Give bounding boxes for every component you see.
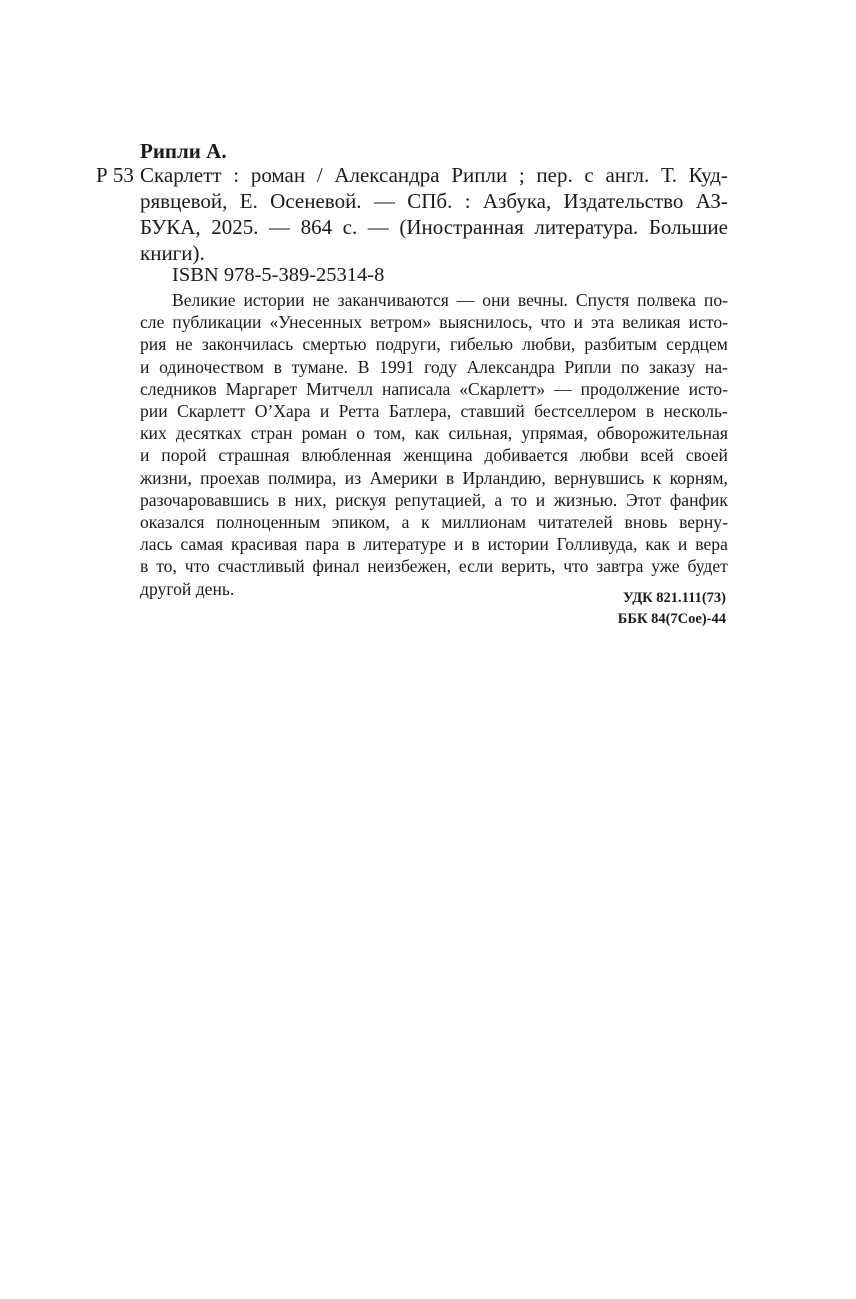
word: эпиком, <box>331 512 390 533</box>
word: ких <box>140 423 167 444</box>
bibliographic-line <box>140 214 728 240</box>
word: миллионам <box>441 512 527 533</box>
word: с. <box>342 215 358 239</box>
bibliographic-description <box>140 162 728 266</box>
word: выяснилось, <box>439 312 533 333</box>
word: О’Хара <box>254 401 311 422</box>
word: десятках <box>175 423 242 444</box>
word: — <box>373 189 395 213</box>
word: а <box>401 512 410 533</box>
word: завтра <box>596 556 644 577</box>
word: в <box>140 556 149 577</box>
word: и <box>140 356 150 377</box>
word: Рипли <box>451 163 508 187</box>
word: в <box>273 356 282 377</box>
word: Митчелл <box>306 378 374 399</box>
word: заканчиваются <box>337 290 449 310</box>
word: рии <box>140 401 168 422</box>
word: вновь <box>624 512 668 533</box>
word: уже <box>651 556 680 577</box>
word: финал <box>312 556 360 577</box>
word: англ. <box>605 163 650 187</box>
word: то <box>510 489 528 510</box>
word: счастливый <box>217 556 305 577</box>
word: ; <box>518 163 525 187</box>
annotation-line <box>140 444 728 466</box>
annotation-line <box>140 378 728 400</box>
word: В <box>357 356 370 377</box>
word: неизбежен, <box>367 556 452 577</box>
word: как <box>645 534 670 555</box>
word: подруги, <box>375 334 441 355</box>
word: Е. <box>239 189 258 213</box>
word: и <box>454 534 464 555</box>
word: с <box>584 163 594 187</box>
word: : <box>233 163 240 187</box>
word: Великие <box>172 290 236 310</box>
word: «Скарлетт» <box>459 378 546 399</box>
word: смертью <box>302 334 367 355</box>
annotation-line <box>140 311 728 333</box>
author-mark-code: Р 53 <box>96 163 134 187</box>
word: Скарлетт <box>177 401 246 422</box>
bbk-index: ББК 84(7Сое)-44 <box>617 611 726 627</box>
classification-block <box>618 588 726 630</box>
word: ставший <box>460 401 525 422</box>
word: влюбленная <box>301 445 392 466</box>
annotation-line <box>140 422 728 444</box>
word: любви, <box>522 334 576 355</box>
word: не <box>312 290 330 310</box>
bibliographic-line <box>140 162 728 188</box>
word: всей <box>640 445 674 466</box>
word: продолжение <box>580 378 680 399</box>
word: по- <box>703 290 728 310</box>
word: самая <box>180 534 224 555</box>
word: Голливуда, <box>556 534 638 555</box>
word: Большие <box>648 215 728 239</box>
word: то, <box>156 556 177 577</box>
word: они <box>482 290 510 310</box>
word: Александра <box>466 356 555 377</box>
word: БУКА, <box>140 215 201 239</box>
word: рявцевой, <box>140 189 228 213</box>
word: что <box>563 556 589 577</box>
word: — <box>367 215 389 239</box>
word: истории <box>243 290 305 310</box>
word: будет <box>687 556 728 577</box>
bibliographic-line: книги). <box>140 241 205 265</box>
word: Азбука, <box>482 189 552 213</box>
word: что <box>184 556 210 577</box>
word: сердцем <box>666 334 728 355</box>
word: вера <box>695 534 728 555</box>
word: верить, <box>501 556 556 577</box>
annotation-line <box>140 333 728 355</box>
word: из <box>344 467 362 488</box>
word: несколь- <box>663 401 728 422</box>
word: как <box>414 423 440 444</box>
word: : <box>464 189 471 213</box>
word: Этот <box>625 489 662 510</box>
word: и <box>319 401 330 422</box>
word: рия <box>140 334 167 355</box>
word: 2025. <box>211 215 259 239</box>
word: Батлера, <box>388 401 452 422</box>
word: в <box>471 534 480 555</box>
annotation-line: другой день. <box>140 578 235 599</box>
word: них, <box>294 489 327 510</box>
word: по <box>620 356 640 377</box>
bibliographic-line <box>140 188 728 214</box>
word: великая <box>622 312 681 333</box>
author-heading: Рипли А. <box>140 139 227 163</box>
word: — <box>269 215 290 239</box>
word: любви <box>579 445 629 466</box>
word: (Иностранная <box>399 215 524 239</box>
word: сле <box>140 312 165 333</box>
word: бестселлером <box>534 401 637 422</box>
word: Маргарет <box>225 378 298 399</box>
annotation-line <box>140 467 728 489</box>
word: тумане. <box>291 356 349 377</box>
word: СПб. <box>407 189 453 213</box>
word: публикации <box>172 312 262 333</box>
word: своей <box>685 445 728 466</box>
word: пер. <box>536 163 573 187</box>
word: Ретта <box>338 401 380 422</box>
word: в <box>277 489 286 510</box>
word: красивая <box>231 534 298 555</box>
word: проехав <box>200 467 260 488</box>
word: а <box>494 489 503 510</box>
word: эта <box>590 312 615 333</box>
word: закончилась <box>201 334 294 355</box>
annotation-line <box>140 533 728 555</box>
word: корням, <box>669 467 728 488</box>
annotation-line <box>140 400 728 422</box>
annotation-line <box>140 555 728 577</box>
udk-index: УДК 821.111(73) <box>623 590 726 606</box>
word: написала <box>381 378 451 399</box>
word: стран <box>250 423 293 444</box>
word: к <box>421 512 430 533</box>
word: оказался <box>140 512 205 533</box>
word: полмира, <box>268 467 337 488</box>
word: Америки <box>369 467 438 488</box>
word: «Унесенных <box>269 312 363 333</box>
word: роман <box>250 163 306 187</box>
isbn: ISBN 978-5-389-25314-8 <box>172 264 385 286</box>
word: Осеневой. <box>270 189 362 213</box>
word: Ирландию, <box>462 467 546 488</box>
word: — <box>456 290 475 310</box>
word: упрямая, <box>521 423 588 444</box>
word: что <box>540 312 566 333</box>
word: исто- <box>688 378 728 399</box>
word: женщина <box>403 445 473 466</box>
word: не <box>175 334 193 355</box>
annotation <box>140 289 728 600</box>
word: если <box>458 556 494 577</box>
word: литература. <box>534 215 639 239</box>
word: обворожительная <box>596 423 728 444</box>
word: исто- <box>688 312 728 333</box>
word: — <box>554 378 572 399</box>
word: полвека <box>637 290 696 310</box>
word: 1991 <box>379 356 415 377</box>
word: году <box>424 356 457 377</box>
word: сильная, <box>448 423 513 444</box>
word: и <box>573 312 583 333</box>
annotation-line <box>140 511 728 533</box>
word: вернувшись <box>554 467 645 488</box>
word: Издательство <box>563 189 684 213</box>
word: ветром» <box>370 312 432 333</box>
annotation-line <box>140 289 728 311</box>
word: Спустя <box>575 290 630 310</box>
word: лась <box>140 534 173 555</box>
word: репутацией, <box>394 489 486 510</box>
word: рискуя <box>335 489 387 510</box>
word: одиночеством <box>159 356 264 377</box>
word: в <box>645 401 655 422</box>
word: полноценным <box>216 512 321 533</box>
word: в <box>347 534 356 555</box>
word: в <box>445 467 455 488</box>
word: добивается <box>484 445 569 466</box>
word: Рипли <box>564 356 612 377</box>
word: жизнью. <box>553 489 618 510</box>
word: Куд- <box>688 163 728 187</box>
word: вечны. <box>517 290 568 310</box>
word: фанфик <box>669 489 728 510</box>
word: Т. <box>660 163 677 187</box>
word: роман <box>301 423 348 444</box>
word: заказу <box>648 356 696 377</box>
word: Александра <box>334 163 440 187</box>
word: АЗ- <box>695 189 728 213</box>
word: порой <box>161 445 207 466</box>
word: Скарлетт <box>140 163 222 187</box>
word: разбитым <box>584 334 657 355</box>
annotation-line <box>140 489 728 511</box>
word: 864 <box>300 215 333 239</box>
word: жизни, <box>140 467 192 488</box>
word: пара <box>305 534 340 555</box>
word: / <box>316 163 323 187</box>
word: и <box>140 445 150 466</box>
word: разочаровавшись <box>140 489 270 510</box>
word: о <box>356 423 365 444</box>
word: следников <box>140 378 217 399</box>
word: истории <box>487 534 549 555</box>
word: верну- <box>679 512 728 533</box>
word: и <box>535 489 546 510</box>
word: том, <box>374 423 406 444</box>
word: читателей <box>537 512 613 533</box>
word: к <box>652 467 662 488</box>
word: литературе <box>363 534 447 555</box>
word: на- <box>704 356 728 377</box>
word: страшная <box>218 445 290 466</box>
word: гибелью <box>449 334 514 355</box>
annotation-line <box>140 356 728 378</box>
word: и <box>677 534 688 555</box>
